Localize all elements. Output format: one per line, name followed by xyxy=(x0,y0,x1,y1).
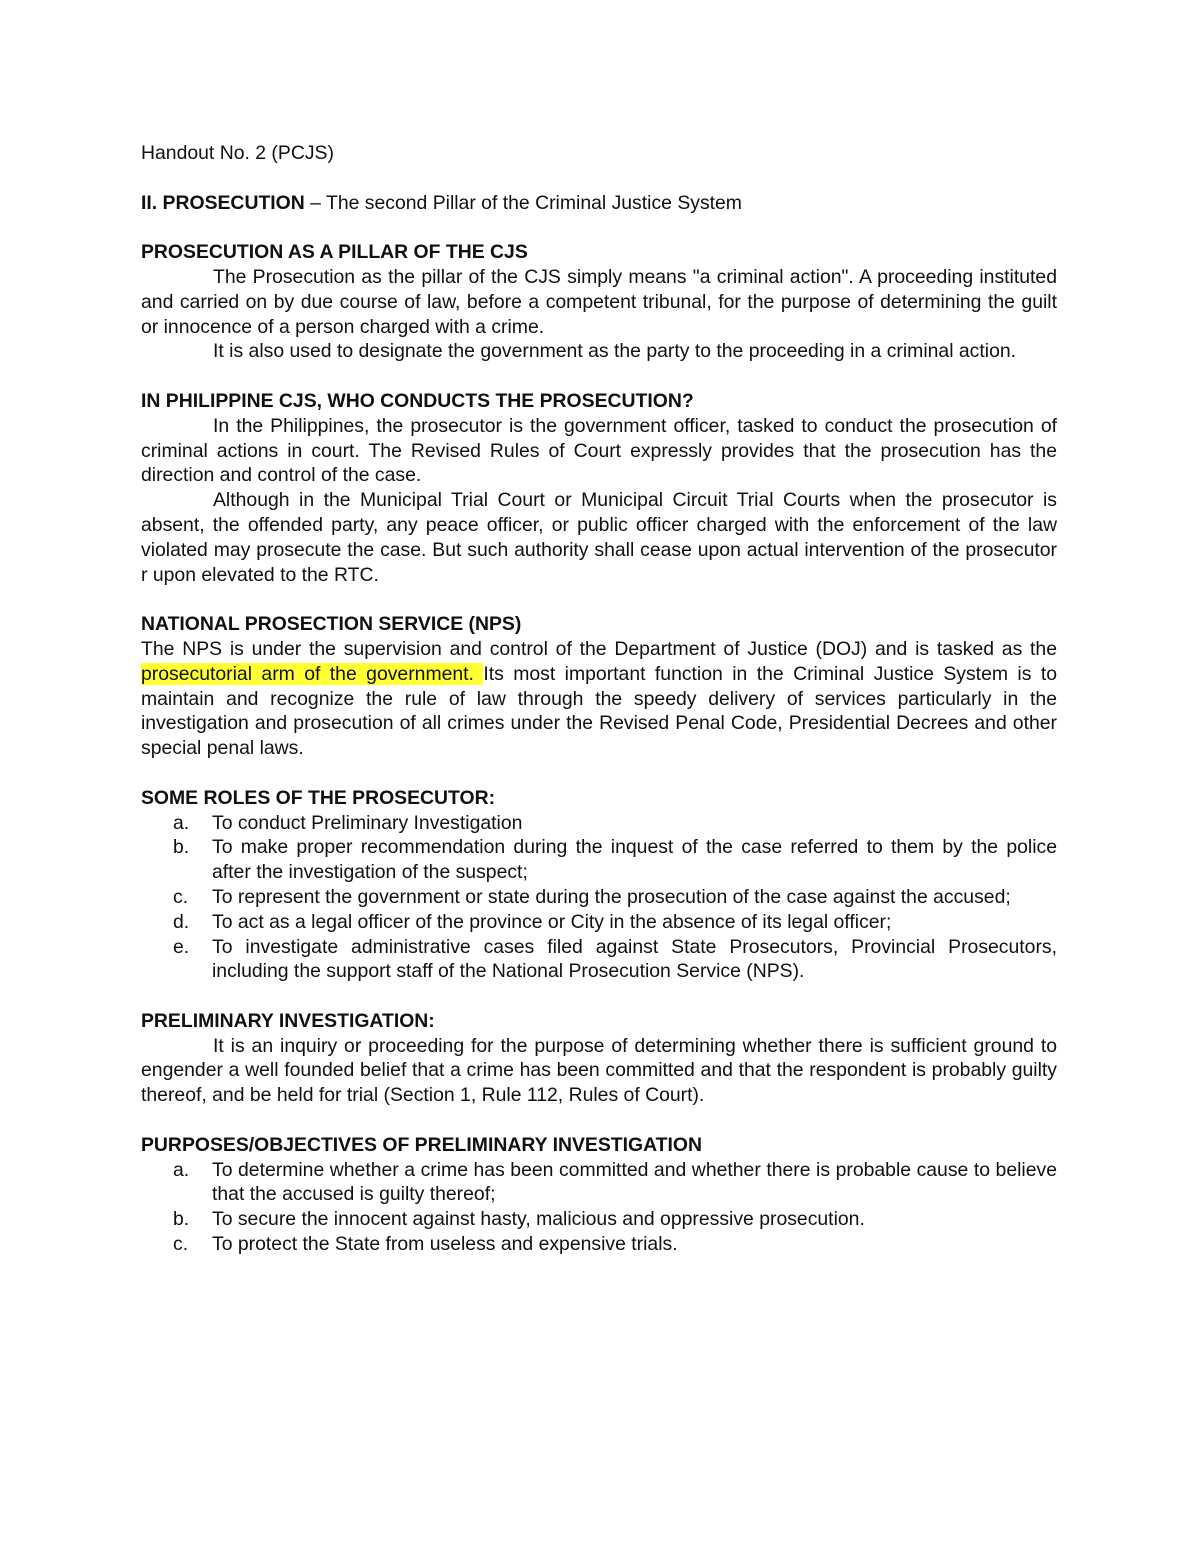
pillar-paragraph-2: It is also used to designate the government as the party to the proceeding in a criminal action. xyxy=(213,340,1017,363)
section-roman: II. PROSECUTION xyxy=(141,191,305,214)
list-item xyxy=(141,885,1057,910)
nps-text-before: The NPS is under the supervision and control of the Department of Justice (DOJ) and is tasked as the xyxy=(141,637,1057,660)
nps-text-after: Its most important function in the Criminal Justice System is to maintain and recognize the rule of law through the speedy delivery of services particularly in the investigation and prosecution of all crimes under the Revised Penal Code, Presidential Decrees and other special penal laws. xyxy=(141,662,1057,760)
who-heading: IN PHILIPPINE CJS, WHO CONDUCTS THE PROSECUTION? xyxy=(141,389,694,412)
list-item xyxy=(141,811,1057,836)
list-item-text: To make proper recommendation during the inquest of the case referred to them by the police after the investigation of the suspect; xyxy=(212,836,1057,884)
nps-highlighted-text: prosecutorial arm of the government. xyxy=(141,662,484,685)
list-item-text: To act as a legal officer of the province or City in the absence of its legal officer; xyxy=(212,910,892,933)
list-marker: e. xyxy=(173,935,190,958)
handout-title: Handout No. 2 (PCJS) xyxy=(141,142,334,164)
spacer xyxy=(141,761,1057,786)
list-item-text: To protect the State from useless and expensive trials. xyxy=(212,1233,678,1256)
list-item xyxy=(141,935,1057,985)
list-item-text: To represent the government or state during the prosecution of the case against the accused; xyxy=(212,885,1011,908)
list-item xyxy=(141,910,1057,935)
list-marker: b. xyxy=(173,836,190,859)
list-marker: a. xyxy=(173,811,190,834)
pillar-paragraph-1: The Prosecution as the pillar of the CJS simply means "a criminal action". A proceeding instituted and carried on by due course of law, before a competent tribunal, for the purpose of determining the guilt or innocence of a person charged with a crime. xyxy=(141,265,1057,338)
list-marker: c. xyxy=(173,1233,189,1256)
section-dash: – xyxy=(304,191,326,214)
list-item-text: To secure the innocent against hasty, malicious and oppressive prosecution. xyxy=(212,1208,865,1231)
spacer xyxy=(141,364,1057,389)
document-page xyxy=(141,141,1057,1257)
list-item xyxy=(141,1232,1057,1257)
section-title xyxy=(141,191,1057,216)
who-paragraph-1: In the Philippines, the prosecutor is the government officer, tasked to conduct the prosecution of criminal actions in court. The Revised Rules of Court expressly provides that the prosecution has the direction and control of the case. xyxy=(141,414,1057,487)
list-marker: d. xyxy=(173,910,190,933)
spacer xyxy=(141,166,1057,191)
list-item-text: To determine whether a crime has been committed and whether there is probable cause to believe that the accused is guilty thereof; xyxy=(212,1158,1057,1206)
section-subtitle: The second Pillar of the Criminal Justice System xyxy=(325,191,742,214)
prelim-heading: PRELIMINARY INVESTIGATION: xyxy=(141,1009,435,1032)
spacer xyxy=(141,215,1057,240)
who-paragraph-2: Although in the Municipal Trial Court or Municipal Circuit Trial Courts when the prosecutor is absent, the offended party, any peace officer, or public officer charged with the enforcement of the law violated may prosecute the case. But such authority shall cease upon actual intervention of the prosecutor r upon elevated to the RTC. xyxy=(141,489,1057,586)
list-item xyxy=(141,1207,1057,1232)
list-marker: b. xyxy=(173,1208,190,1231)
list-item-text: To conduct Preliminary Investigation xyxy=(212,811,523,834)
nps-paragraph xyxy=(141,637,1057,761)
list-marker: c. xyxy=(173,885,189,908)
nps-heading: NATIONAL PROSECTION SERVICE (NPS) xyxy=(141,613,522,636)
purposes-heading: PURPOSES/OBJECTIVES OF PRELIMINARY INVESTIGATION xyxy=(141,1133,702,1156)
list-marker: a. xyxy=(173,1158,190,1181)
roles-heading: SOME ROLES OF THE PROSECUTOR: xyxy=(141,786,496,809)
roles-list xyxy=(141,811,1057,985)
list-item xyxy=(141,1158,1057,1208)
list-item-text: To investigate administrative cases filed against State Prosecutors, Provincial Prosecutors, including the support staff of the National Prosecution Service (NPS). xyxy=(212,935,1057,983)
list-item xyxy=(141,835,1057,885)
purposes-list xyxy=(141,1158,1057,1257)
spacer xyxy=(141,587,1057,612)
spacer xyxy=(141,1108,1057,1133)
spacer xyxy=(141,984,1057,1009)
prelim-paragraph: It is an inquiry or proceeding for the purpose of determining whether there is sufficient ground to engender a well founded belief that a crime has been committed and that the respondent is probably guilty thereof, and be held for trial (Section 1, Rule 112, Rules of Court). xyxy=(141,1034,1057,1107)
pillar-heading: PROSECUTION AS A PILLAR OF THE CJS xyxy=(141,241,528,264)
